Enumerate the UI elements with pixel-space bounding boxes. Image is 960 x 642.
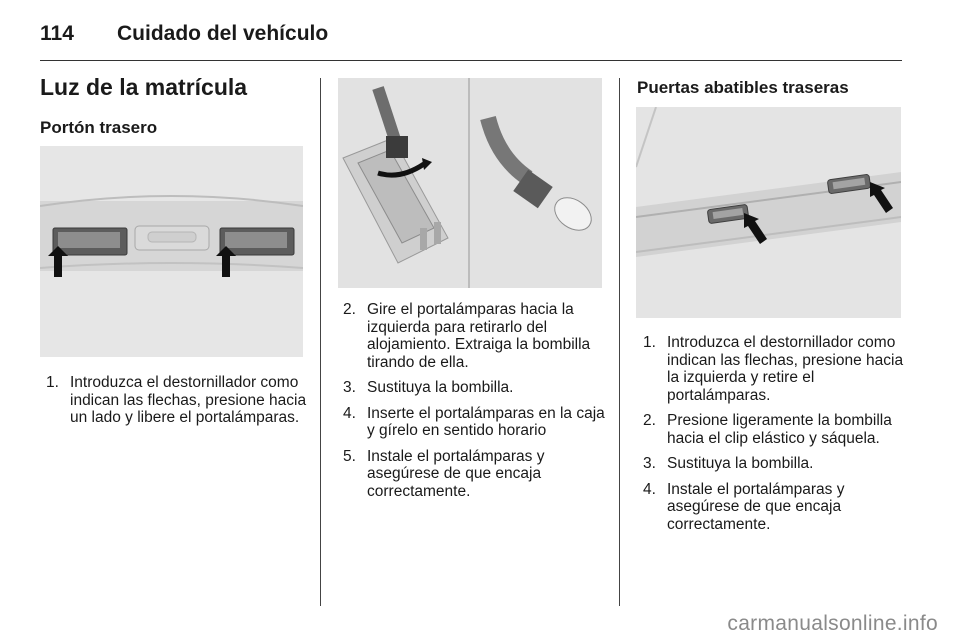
step-number: 3. xyxy=(343,379,356,396)
step-text: Instale el portalámparas y asegúrese de que encaja correctamente. xyxy=(367,447,545,500)
page-number: 114 xyxy=(40,22,74,45)
list-item xyxy=(643,481,905,534)
step-number: 3. xyxy=(643,455,656,472)
step-text: Presione ligeramente la bombilla hacia el clip elástico y sáquela. xyxy=(667,412,892,447)
list-item xyxy=(343,448,607,501)
steps-bulb-replacement xyxy=(343,301,607,508)
list-item xyxy=(343,379,607,397)
list-item xyxy=(46,374,308,427)
steps-rear-doors xyxy=(643,334,905,541)
figure-bulb-holder xyxy=(338,78,602,288)
step-number: 2. xyxy=(643,412,656,429)
step-number: 5. xyxy=(343,447,356,465)
step-number: 4. xyxy=(343,404,356,422)
step-number: 2. xyxy=(343,301,356,318)
list-item xyxy=(343,301,607,371)
list-item xyxy=(643,412,905,447)
step-text: Sustituya la bombilla. xyxy=(367,379,514,396)
figure-rear-door-lamps xyxy=(636,107,901,318)
step-text: Introduzca el destornillador como indican las flechas, presione hacia un lado y libere el portalámparas. xyxy=(70,374,307,426)
step-number: 4. xyxy=(643,480,656,498)
step-text: Sustituya la bombilla. xyxy=(667,455,814,472)
watermark: carmanualsonline.info xyxy=(727,612,938,635)
step-number: 1. xyxy=(46,374,59,391)
step-number: 1. xyxy=(643,334,656,351)
column-divider-left xyxy=(320,78,321,606)
step-text: Gire el portalámparas hacia la izquierda para retirarlo del alojamiento. Extraiga la bombilla tirando de ella. xyxy=(367,301,591,371)
step-text: Inserte el portalámparas en la caja y gírelo en sentido horario xyxy=(367,404,605,439)
subsection-title-tailgate: Portón trasero xyxy=(40,118,158,137)
list-item xyxy=(643,334,905,404)
list-item xyxy=(643,455,905,473)
section-title-rear-doors: Puertas abatibles traseras xyxy=(637,78,849,97)
section-title-license-plate-light: Luz de la matrícula xyxy=(40,74,248,100)
step-text: Instale el portalámparas y asegúrese de que encaja correctamente. xyxy=(667,480,845,533)
step-text: Introduzca el destornillador como indican las flechas, presione hacia la izquierda y retire el portalámparas. xyxy=(667,334,904,404)
figure-tailgate-lamps xyxy=(40,146,303,357)
header-title: Cuidado del vehículo xyxy=(117,22,329,45)
column-divider-right xyxy=(619,78,620,606)
page-header xyxy=(40,18,902,58)
steps-tailgate xyxy=(46,374,308,435)
list-item xyxy=(343,405,607,440)
header-rule xyxy=(40,60,902,61)
